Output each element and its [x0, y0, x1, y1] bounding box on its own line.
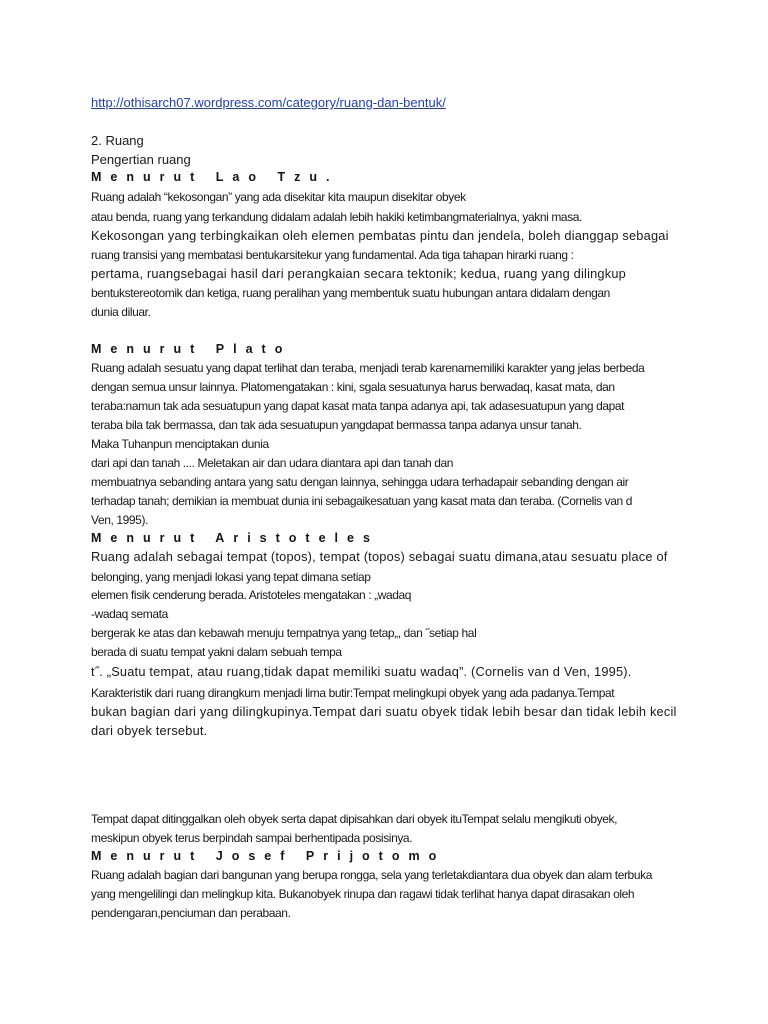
- paragraph-line: teraba:namun tak ada sesuatupun yang dapat kasat mata tanpa adanya api, tak adasesuatupun yang dapat: [91, 399, 625, 413]
- heading-prijotomo: Menurut Josef Prijotomo: [91, 849, 446, 863]
- paragraph-line: atau benda, ruang yang terkandung didalam adalah lebih hakiki ketimbangmaterialnya, yakni masa.: [91, 210, 583, 224]
- paragraph-line: Ruang adalah sesuatu yang dapat terlihat dan teraba, menjadi terab karenamemiliki karakter yang jelas berbeda: [91, 361, 645, 375]
- paragraph-line: terhadap tanah; demikian ia membuat dunia ini sebagaikesatuan yang kasat mata dan teraba. (Cornelis van d: [91, 494, 633, 508]
- source-link[interactable]: http://othisarch07.wordpress.com/category/ruang-dan-bentuk/: [91, 95, 446, 110]
- subtitle: Pengertian ruang: [91, 152, 191, 167]
- paragraph-line: pertama, ruangsebagai hasil dari perangkaian secara tektonik; kedua, ruang yang dilingkup: [91, 266, 626, 281]
- paragraph-line: bukan bagian dari yang dilingkupinya.Tempat dari suatu obyek tidak lebih besar dan tidak lebih kecil: [91, 704, 677, 719]
- paragraph-line: Ven, 1995).: [91, 513, 148, 527]
- paragraph-line: membuatnya sebanding antara yang satu dengan lainnya, sehingga udara terhadapair sebanding dengan air: [91, 475, 629, 489]
- paragraph-line: berada di suatu tempat yakni dalam sebuah tempa: [91, 645, 342, 659]
- paragraph-line: pendengaran,penciuman dan perabaan.: [91, 906, 291, 920]
- paragraph-line: dengan semua unsur lainnya. Platomengatakan : kini, sgala sesuatunya harus berwadaq, kasat mata, dan: [91, 380, 615, 394]
- heading-lao-tzu: Menurut Lao Tzu.: [91, 170, 339, 184]
- paragraph-line: bergerak ke atas dan kebawah menuju tempatnya yang tetap„, dan ˝setiap hal: [91, 626, 477, 640]
- heading-aristoteles: Menurut Aristoteles: [91, 531, 379, 545]
- paragraph-line: dunia diluar.: [91, 305, 151, 319]
- paragraph-line: dari api dan tanah .... Meletakan air dan udara diantara api dan tanah dan: [91, 456, 454, 470]
- paragraph-line: Karakteristik dari ruang dirangkum menjadi lima butir:Tempat melingkupi obyek yang ada padanya.Tempat: [91, 686, 615, 700]
- paragraph-line: Ruang adalah sebagai tempat (topos), tempat (topos) sebagai suatu dimana,atau sesuatu place of: [91, 549, 668, 564]
- heading-plato: Menurut Plato: [91, 342, 292, 356]
- paragraph-line: meskipun obyek terus berpindah sampai berhentipada posisinya.: [91, 831, 413, 845]
- paragraph-line: teraba bila tak bermassa, dan tak ada sesuatupun yangdapat bermassa tanpa adanya unsur tanah.: [91, 418, 582, 432]
- paragraph-line: t˝. „Suatu tempat, atau ruang,tidak dapat memiliki suatu wadaq”. (Cornelis van d Ven, 1995).: [91, 664, 632, 679]
- paragraph-line: Tempat dapat ditinggalkan oleh obyek serta dapat dipisahkan dari obyek ituTempat selalu mengikuti obyek,: [91, 812, 618, 826]
- paragraph-line: dari obyek tersebut.: [91, 723, 208, 738]
- paragraph-line: yang mengelilingi dan melingkup kita. Bukanobyek rinupa dan ragawi tidak terlihat hanya dapat dirasakan oleh: [91, 887, 635, 901]
- paragraph-line: Ruang adalah “kekosongan” yang ada disekitar kita maupun disekitar obyek: [91, 190, 466, 204]
- paragraph-line: Kekosongan yang terbingkaikan oleh elemen pembatas pintu dan jendela, boleh dianggap sebagai: [91, 228, 669, 243]
- paragraph-line: bentukstereotomik dan ketiga, ruang peralihan yang membentuk suatu hubungan antara didalam dengan: [91, 286, 610, 300]
- paragraph-line: ruang transisi yang membatasi bentukarsitekur yang fundamental. Ada tiga tahapan hirarki ruang :: [91, 248, 574, 262]
- paragraph-line: elemen fisik cenderung berada. Aristoteles mengatakan : „wadaq: [91, 588, 412, 602]
- paragraph-line: Ruang adalah bagian dari bangunan yang berupa rongga, sela yang terletakdiantara dua obyek dan alam terbuka: [91, 868, 652, 882]
- paragraph-line: belonging, yang menjadi lokasi yang tepat dimana setiap: [91, 570, 371, 584]
- paragraph-line: Maka Tuhanpun menciptakan dunia: [91, 437, 269, 451]
- paragraph-line: -wadaq semata: [91, 607, 168, 621]
- section-number: 2. Ruang: [91, 133, 144, 148]
